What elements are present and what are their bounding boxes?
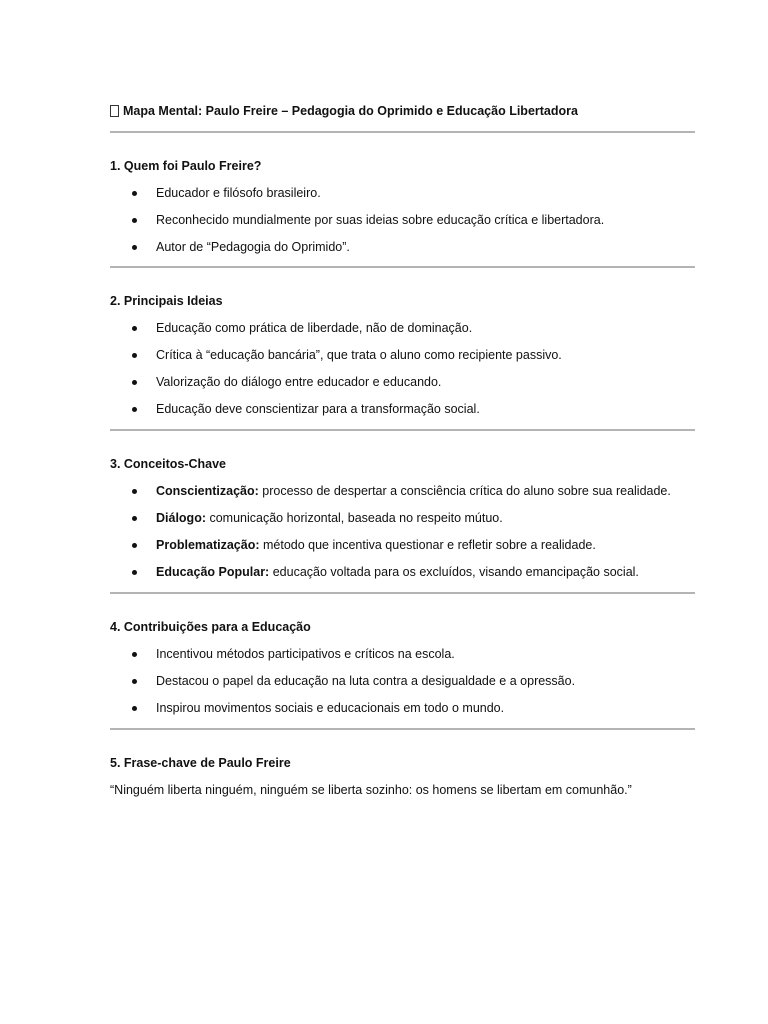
bullet-list — [110, 645, 695, 717]
list-item-text: Inspirou movimentos sociais e educacionais em todo o mundo. — [156, 701, 505, 715]
bullet-icon — [132, 679, 137, 684]
divider — [110, 429, 695, 431]
concept-definition: processo de despertar a consciência crítica do aluno sobre sua realidade. — [258, 484, 671, 498]
bullet-list — [110, 482, 695, 581]
divider — [110, 131, 695, 133]
list-item — [110, 645, 695, 663]
document-body — [110, 101, 695, 799]
list-item — [110, 699, 695, 717]
section-key-quote — [110, 754, 695, 799]
section-contributions — [110, 618, 695, 717]
document-title-text: Mapa Mental: Paulo Freire – Pedagogia do Oprimido e Educação Libertadora — [123, 104, 578, 118]
concept-term: Educação Popular: — [156, 565, 270, 579]
bullet-icon — [132, 380, 137, 385]
bullet-list — [110, 319, 695, 418]
list-item — [110, 509, 695, 527]
section-heading: 5. Frase-chave de Paulo Freire — [110, 756, 291, 770]
list-item-text: Destacou o papel da educação na luta contra a desigualdade e a opressão. — [156, 674, 576, 688]
concept-definition: educação voltada para os excluídos, visando emancipação social. — [269, 565, 639, 579]
list-item — [110, 373, 695, 391]
list-item — [110, 184, 695, 202]
divider — [110, 592, 695, 594]
list-item — [110, 563, 695, 581]
bullet-icon — [132, 516, 137, 521]
list-item-text: Educação deve conscientizar para a transformação social. — [156, 402, 480, 416]
section-heading: 3. Conceitos-Chave — [110, 457, 227, 471]
bullet-icon — [132, 191, 137, 196]
bullet-icon — [132, 570, 137, 575]
bullet-icon — [132, 652, 137, 657]
bullet-icon — [132, 245, 137, 250]
bullet-icon — [132, 353, 137, 358]
section-heading: 4. Contribuições para a Educação — [110, 620, 311, 634]
divider — [110, 728, 695, 730]
list-item-text: Autor de “Pedagogia do Oprimido”. — [156, 240, 350, 254]
list-item — [110, 319, 695, 337]
concept-term: Conscientização: — [156, 484, 259, 498]
section-main-ideas — [110, 292, 695, 418]
section-who-was-freire — [110, 157, 695, 256]
section-heading: 1. Quem foi Paulo Freire? — [110, 159, 262, 173]
bullet-icon — [132, 489, 137, 494]
freire-quote: “Ninguém liberta ninguém, ninguém se liberta sozinho: os homens se libertam em comunhão.” — [110, 783, 632, 797]
list-item-text: Educador e filósofo brasileiro. — [156, 186, 321, 200]
list-item-text: Educação como prática de liberdade, não de dominação. — [156, 321, 473, 335]
list-item — [110, 482, 695, 500]
bullet-icon — [132, 326, 137, 331]
bullet-icon — [132, 543, 137, 548]
list-item — [110, 346, 695, 364]
bullet-list — [110, 184, 695, 256]
section-heading: 2. Principais Ideias — [110, 294, 223, 308]
divider — [110, 266, 695, 268]
list-item — [110, 536, 695, 554]
concept-term: Diálogo: — [156, 511, 206, 525]
list-item — [110, 672, 695, 690]
missing-glyph-icon — [110, 105, 119, 117]
list-item — [110, 238, 695, 256]
list-item — [110, 400, 695, 418]
list-item-text: Crítica à “educação bancária”, que trata o aluno como recipiente passivo. — [156, 348, 562, 362]
concept-definition: método que incentiva questionar e refletir sobre a realidade. — [259, 538, 596, 552]
list-item-text: Incentivou métodos participativos e críticos na escola. — [156, 647, 455, 661]
list-item — [110, 211, 695, 229]
bullet-icon — [132, 407, 137, 412]
document-title — [110, 101, 695, 121]
list-item-text: Reconhecido mundialmente por suas ideias sobre educação crítica e libertadora. — [156, 213, 605, 227]
list-item-text: Valorização do diálogo entre educador e educando. — [156, 375, 442, 389]
concept-definition: comunicação horizontal, baseada no respeito mútuo. — [206, 511, 503, 525]
concept-term: Problematização: — [156, 538, 260, 552]
bullet-icon — [132, 218, 137, 223]
section-key-concepts — [110, 455, 695, 581]
bullet-icon — [132, 706, 137, 711]
